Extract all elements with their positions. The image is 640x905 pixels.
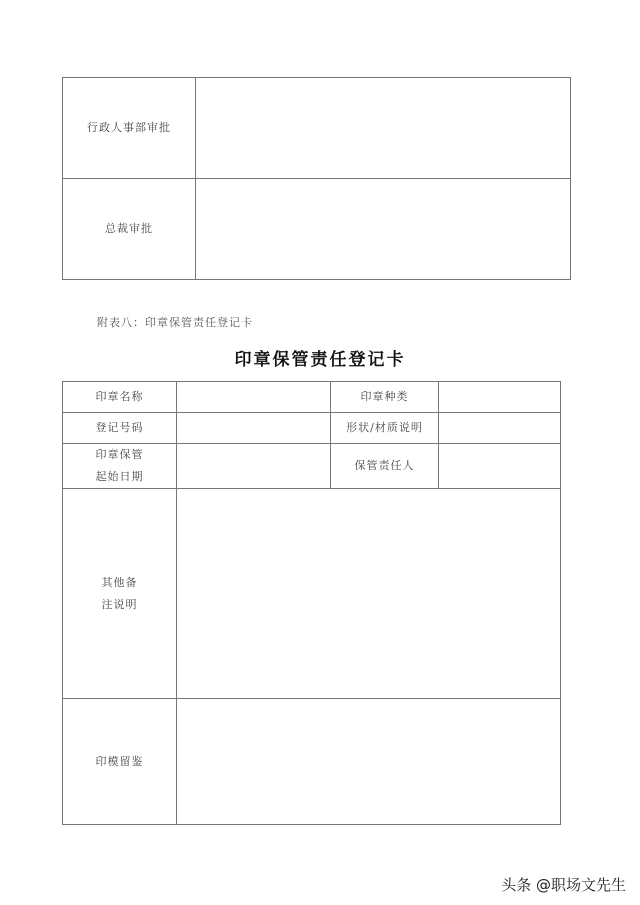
field-admin-hr-approval[interactable] [196, 78, 571, 179]
label-custody-start-date [63, 444, 177, 489]
watermark: 头条 @职场文先生 [501, 876, 626, 894]
label-seal-impression: 印模留鉴 [63, 699, 177, 825]
label-other-remarks [63, 489, 177, 699]
label-registration-number: 登记号码 [63, 413, 177, 444]
label-ceo-approval: 总裁审批 [63, 179, 196, 280]
approval-table [62, 77, 571, 280]
card-title: 印章保管责任登记卡 [234, 350, 406, 370]
field-custodian[interactable] [439, 444, 561, 489]
label-custodian: 保管责任人 [331, 444, 439, 489]
field-ceo-approval[interactable] [196, 179, 571, 280]
label-other-remarks-line1: 其他备 [101, 575, 138, 589]
field-shape-material[interactable] [439, 413, 561, 444]
label-admin-hr-approval: 行政人事部审批 [63, 78, 196, 179]
label-seal-name: 印章名称 [63, 382, 177, 413]
label-custody-start-date-line2: 起始日期 [95, 470, 144, 483]
field-registration-number[interactable] [177, 413, 331, 444]
field-seal-impression[interactable] [177, 699, 561, 825]
field-custody-start-date[interactable] [177, 444, 331, 489]
field-seal-name[interactable] [177, 382, 331, 413]
field-other-remarks[interactable] [177, 489, 561, 699]
label-custody-start-date-line1: 印章保管 [95, 448, 144, 461]
seal-custody-card-table [62, 381, 561, 825]
label-shape-material: 形状/材质说明 [331, 413, 439, 444]
label-seal-type: 印章种类 [331, 382, 439, 413]
label-other-remarks-line2: 注说明 [101, 597, 138, 611]
field-seal-type[interactable] [439, 382, 561, 413]
appendix-caption: 附表八：印章保管责任登记卡 [97, 316, 253, 329]
